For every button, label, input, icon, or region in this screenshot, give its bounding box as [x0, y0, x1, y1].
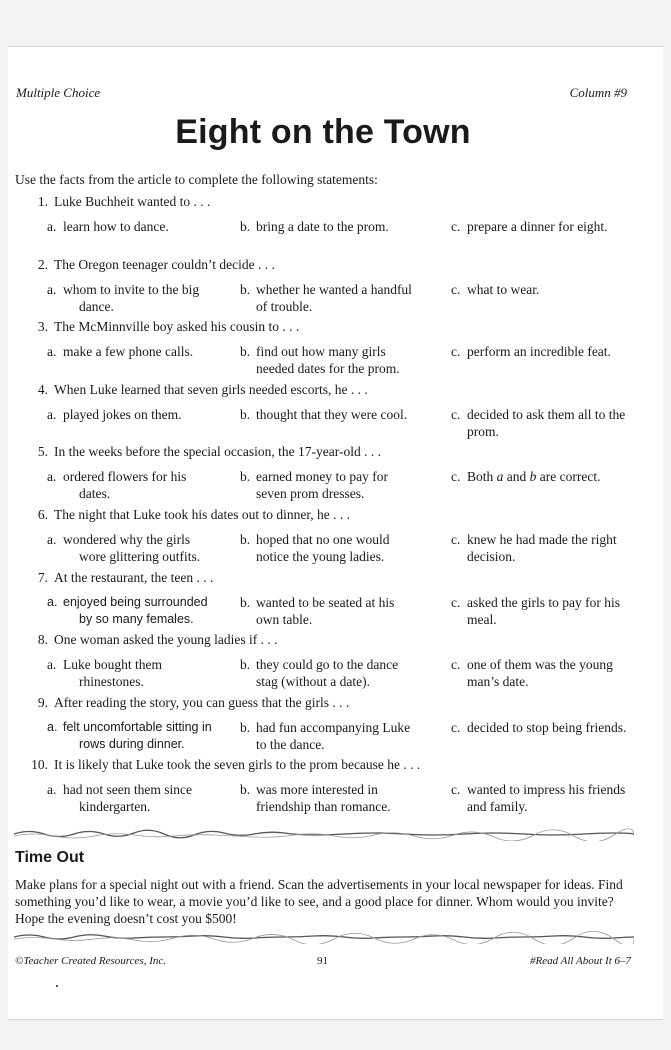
question-text: At the restaurant, the teen . . . — [54, 569, 214, 585]
choice-text: ordered flowers for his dates. — [63, 469, 187, 502]
question-item — [8, 695, 663, 758]
choice-text: wanted to be seated at his own table. — [256, 594, 395, 627]
column-label: Column #9 — [569, 85, 627, 100]
choice-c — [451, 781, 641, 815]
choice-letter: c. — [451, 469, 461, 485]
choice-c — [451, 656, 641, 690]
choice-letter: c. — [451, 344, 461, 360]
choice-a — [47, 468, 217, 502]
choice-c — [451, 281, 641, 298]
question-item — [8, 382, 663, 445]
question-stem — [28, 507, 350, 523]
choice-text: learn how to dance. — [63, 219, 169, 234]
question-number: 3. — [37, 319, 48, 335]
choice-b — [240, 656, 420, 690]
choice-letter: a. — [47, 782, 57, 798]
question-stem — [28, 570, 213, 586]
question-text: The Oregon teenager couldn’t decide . . . — [54, 256, 275, 272]
choice-text: bring a date to the prom. — [256, 219, 389, 234]
choice-letter: a. — [47, 657, 57, 673]
choice-b — [240, 406, 420, 423]
choice-letter: c. — [451, 719, 461, 735]
choice-letter: b. — [240, 531, 251, 547]
choice-text: perform an incredible feat. — [467, 344, 611, 360]
choice-letter: a. — [47, 531, 57, 547]
choice-text: felt uncomfortable sitting in rows during dinner. — [63, 719, 212, 751]
choice-letter: b. — [240, 344, 251, 360]
question-item — [8, 570, 663, 633]
choice-text: Both a and b are correct. — [467, 469, 601, 485]
time-out-text: Make plans for a special night out with a friend. Scan the advertisements in your local newspaper for ideas. Find something you’d like to wear, a movie you’d like to see, and a good place for dinner. Whom would you invite? Hope the evening doesn’t cost you $500! — [15, 877, 623, 926]
choice-letter: b. — [240, 719, 251, 735]
question-text: The night that Luke took his dates out to dinner, he . . . — [54, 506, 351, 522]
question-number: 5. — [37, 444, 48, 460]
choice-b — [240, 781, 420, 815]
question-number: 4. — [37, 381, 48, 397]
question-number: 10. — [31, 757, 48, 773]
choice-text: prepare a dinner for eight. — [467, 219, 608, 234]
choice-text: decided to ask them all to the prom. — [467, 406, 626, 439]
question-stem — [28, 632, 277, 648]
question-item — [8, 757, 663, 820]
choice-a — [47, 218, 217, 235]
worksheet-page — [8, 46, 663, 1020]
choice-letter: b. — [240, 782, 251, 798]
question-number: 2. — [37, 256, 48, 272]
question-list — [8, 194, 663, 820]
choice-text: thought that they were cool. — [256, 406, 408, 422]
choice-text: what to wear. — [467, 281, 540, 297]
choice-c — [451, 719, 641, 736]
choice-a — [47, 406, 217, 423]
question-stem — [28, 444, 381, 460]
question-stem — [28, 382, 368, 398]
question-item — [8, 444, 663, 507]
question-number: 9. — [37, 694, 48, 710]
choice-b — [240, 594, 420, 628]
time-out-heading: Time Out — [15, 849, 85, 866]
choice-letter: a. — [47, 594, 58, 609]
choice-text: Luke bought them rhinestones. — [63, 657, 162, 690]
choice-letter: a. — [47, 281, 57, 297]
choice-letter: a. — [47, 344, 57, 360]
question-text: When Luke learned that seven girls needed escorts, he . . . — [54, 381, 368, 397]
choice-letter: a. — [47, 469, 57, 485]
choice-text: knew he had made the right decision. — [467, 531, 617, 564]
choice-text: enjoyed being surrounded by so many females. — [63, 594, 208, 626]
question-stem — [28, 319, 299, 335]
choice-b — [240, 468, 420, 502]
choice-a — [47, 531, 217, 565]
choice-c — [451, 218, 641, 235]
choice-letter: c. — [451, 657, 461, 673]
stray-dot — [56, 985, 58, 987]
choice-text: wanted to impress his friends and family. — [467, 782, 626, 815]
question-stem — [28, 257, 275, 273]
question-item — [8, 632, 663, 695]
choice-c — [451, 594, 641, 628]
question-stem — [28, 194, 210, 210]
question-stem — [28, 757, 420, 773]
choice-text: whether he wanted a handful of trouble. — [256, 281, 412, 314]
choice-text: one of them was the young man’s date. — [467, 657, 613, 690]
choice-a — [47, 781, 217, 815]
choice-letter: a. — [47, 719, 58, 734]
choice-text: decided to stop being friends. — [467, 719, 627, 735]
choice-text: played jokes on them. — [63, 406, 182, 422]
question-number: 1. — [37, 194, 48, 209]
choice-letter: b. — [240, 219, 251, 234]
choice-text: hoped that no one would notice the young ladies. — [256, 531, 390, 564]
question-number: 6. — [37, 506, 48, 522]
choice-b — [240, 719, 420, 753]
copyright: ©Teacher Created Resources, Inc. — [15, 955, 167, 967]
choice-text: find out how many girls needed dates for the prom. — [256, 344, 400, 377]
choice-letter: c. — [451, 782, 461, 798]
choice-b — [240, 218, 420, 235]
wavy-divider-top — [14, 827, 634, 841]
choice-text: whom to invite to the big dance. — [63, 281, 200, 314]
question-item — [8, 194, 663, 257]
choice-b — [240, 531, 420, 565]
choice-a — [47, 281, 217, 315]
choice-c — [451, 531, 641, 565]
wavy-divider-bottom — [14, 930, 634, 944]
question-text: It is likely that Luke took the seven girls to the prom because he . . . — [54, 757, 421, 773]
choice-letter: c. — [451, 531, 461, 547]
question-text: One woman asked the young ladies if . . . — [54, 632, 278, 648]
question-text: After reading the story, you can guess that the girls . . . — [54, 694, 350, 710]
choice-letter: b. — [240, 406, 251, 422]
choice-text: had not seen them since kindergarten. — [63, 782, 192, 815]
question-stem — [28, 695, 349, 711]
instructions: Use the facts from the article to complete the following statements: — [15, 172, 378, 187]
choice-b — [240, 343, 420, 377]
book-code: #Read All About It 6–7 — [529, 955, 631, 967]
choice-text: was more interested in friendship than romance. — [256, 782, 391, 815]
choice-text: earned money to pay for seven prom dresses. — [256, 469, 388, 502]
choice-text: had fun accompanying Luke to the dance. — [256, 719, 411, 752]
section-label: Multiple Choice — [16, 85, 101, 100]
page-number: 91 — [317, 955, 328, 967]
choice-c — [451, 406, 641, 440]
choice-c — [451, 343, 641, 360]
choice-letter: b. — [240, 281, 251, 297]
page-title: Eight on the Town — [175, 113, 471, 151]
choice-text: they could go to the dance stag (without a date). — [256, 657, 399, 690]
choice-letter: c. — [451, 281, 461, 297]
choice-b — [240, 281, 420, 315]
choice-letter: b. — [240, 657, 251, 673]
choice-a — [47, 656, 217, 690]
question-text: Luke Buchheit wanted to . . . — [54, 194, 211, 209]
question-item — [8, 319, 663, 382]
question-number: 7. — [37, 569, 48, 585]
choice-a — [47, 719, 217, 753]
question-number: 8. — [37, 632, 48, 648]
question-text: The McMinnville boy asked his cousin to . . . — [54, 319, 300, 335]
choice-letter: b. — [240, 594, 251, 610]
question-item — [8, 257, 663, 320]
choice-text: asked the girls to pay for his meal. — [467, 594, 620, 627]
choice-letter: a. — [47, 406, 57, 422]
choice-a — [47, 594, 217, 628]
choice-a — [47, 343, 217, 360]
question-text: In the weeks before the special occasion, the 17-year-old . . . — [54, 444, 381, 460]
question-item — [8, 507, 663, 570]
choice-c — [451, 468, 641, 485]
choice-text: wondered why the girls wore glittering outfits. — [63, 531, 201, 564]
choice-text: make a few phone calls. — [63, 344, 194, 360]
choice-letter: b. — [240, 469, 251, 485]
choice-letter: c. — [451, 594, 461, 610]
choice-letter: a. — [47, 219, 57, 234]
choice-letter: c. — [451, 219, 461, 234]
choice-letter: c. — [451, 406, 461, 422]
